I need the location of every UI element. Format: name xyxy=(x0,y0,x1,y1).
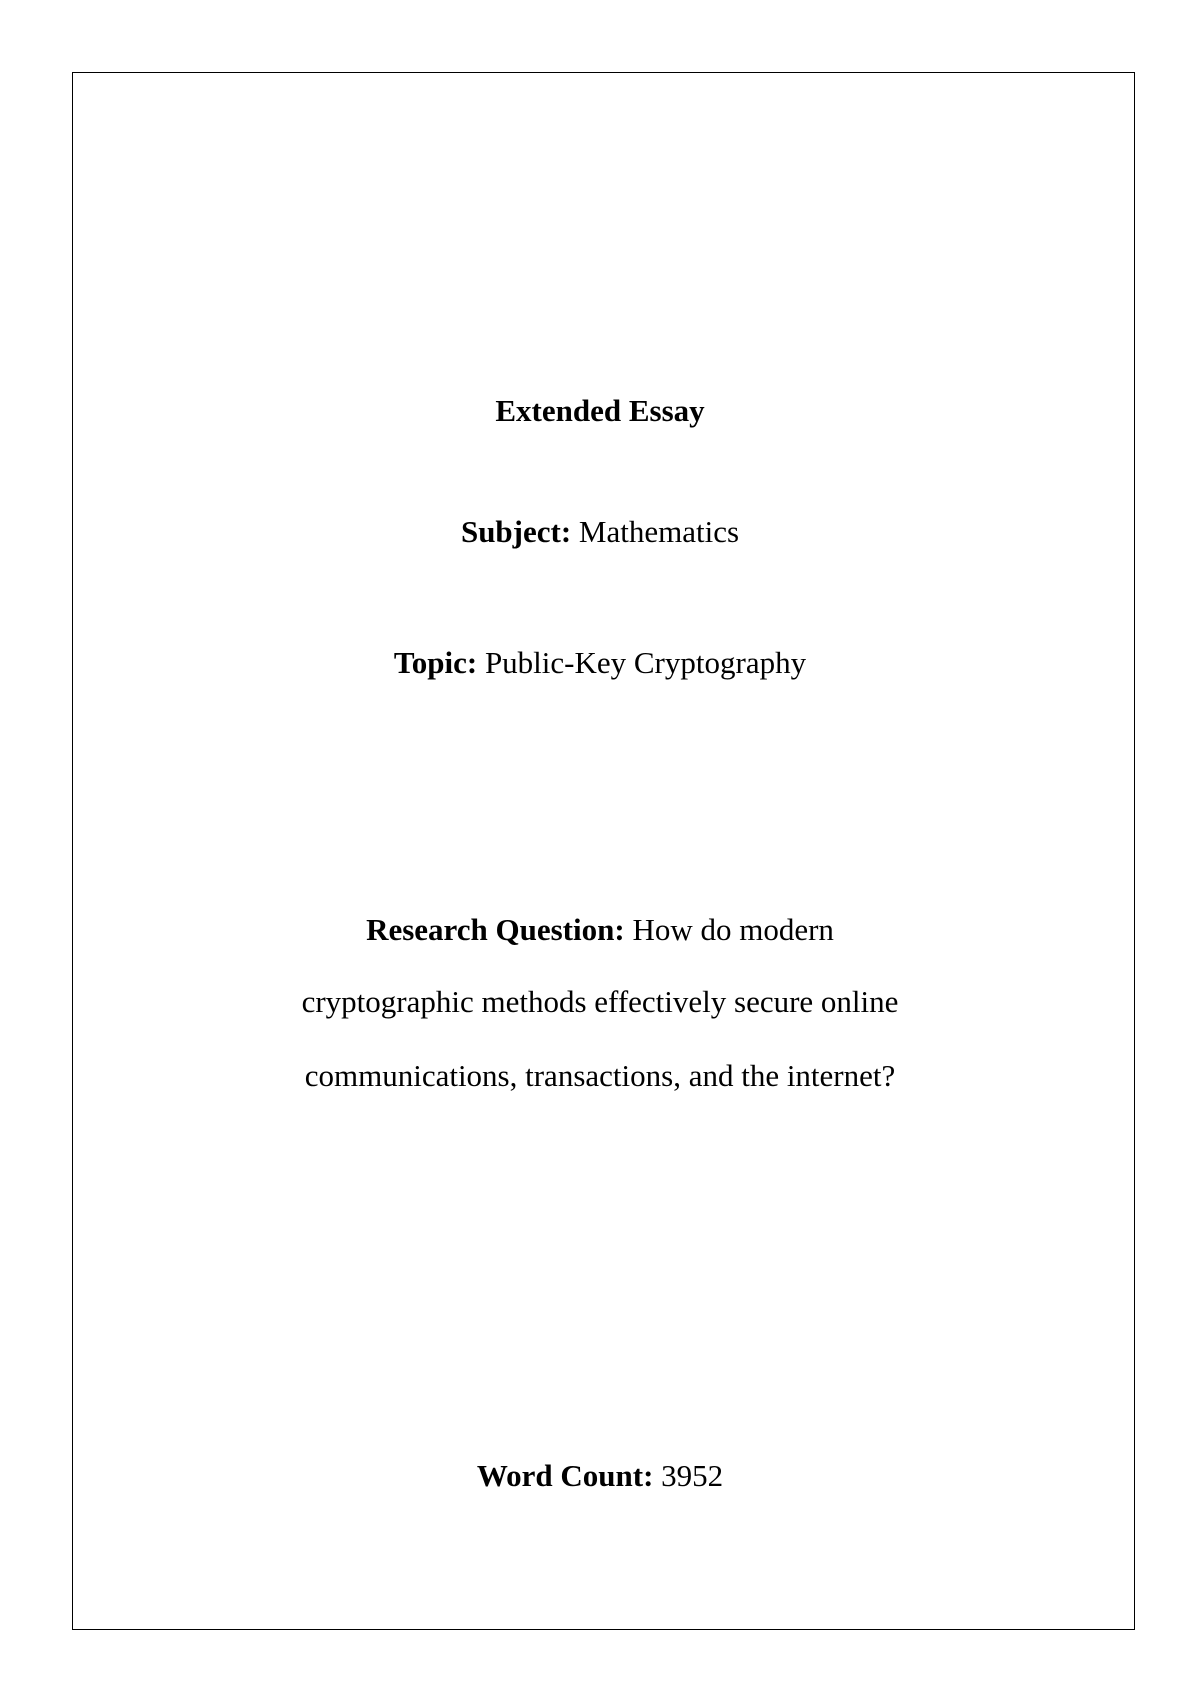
research-question-text: How do modern xyxy=(632,912,834,947)
research-question-line-2 xyxy=(0,984,1200,1020)
page-border xyxy=(72,72,1135,1630)
research-question-line-1 xyxy=(0,912,1200,948)
subject-value: Mathematics xyxy=(578,514,740,549)
topic-line xyxy=(0,645,1200,681)
topic-value: Public-Key Cryptography xyxy=(484,645,807,680)
topic-label: Topic: xyxy=(393,645,478,680)
research-question-text: cryptographic methods effectively secure online xyxy=(301,984,899,1019)
word-count-line xyxy=(0,1458,1200,1494)
subject-label: Subject: xyxy=(460,514,572,549)
research-question-label: Research Question: xyxy=(366,912,625,947)
essay-title xyxy=(0,393,1200,429)
subject-line xyxy=(0,514,1200,550)
research-question-text: communications, transactions, and the internet? xyxy=(304,1058,896,1093)
word-count-label: Word Count: xyxy=(476,1458,654,1493)
word-count-value: 3952 xyxy=(661,1458,724,1493)
research-question-line-3 xyxy=(0,1058,1200,1094)
title-text: Extended Essay xyxy=(495,393,705,428)
